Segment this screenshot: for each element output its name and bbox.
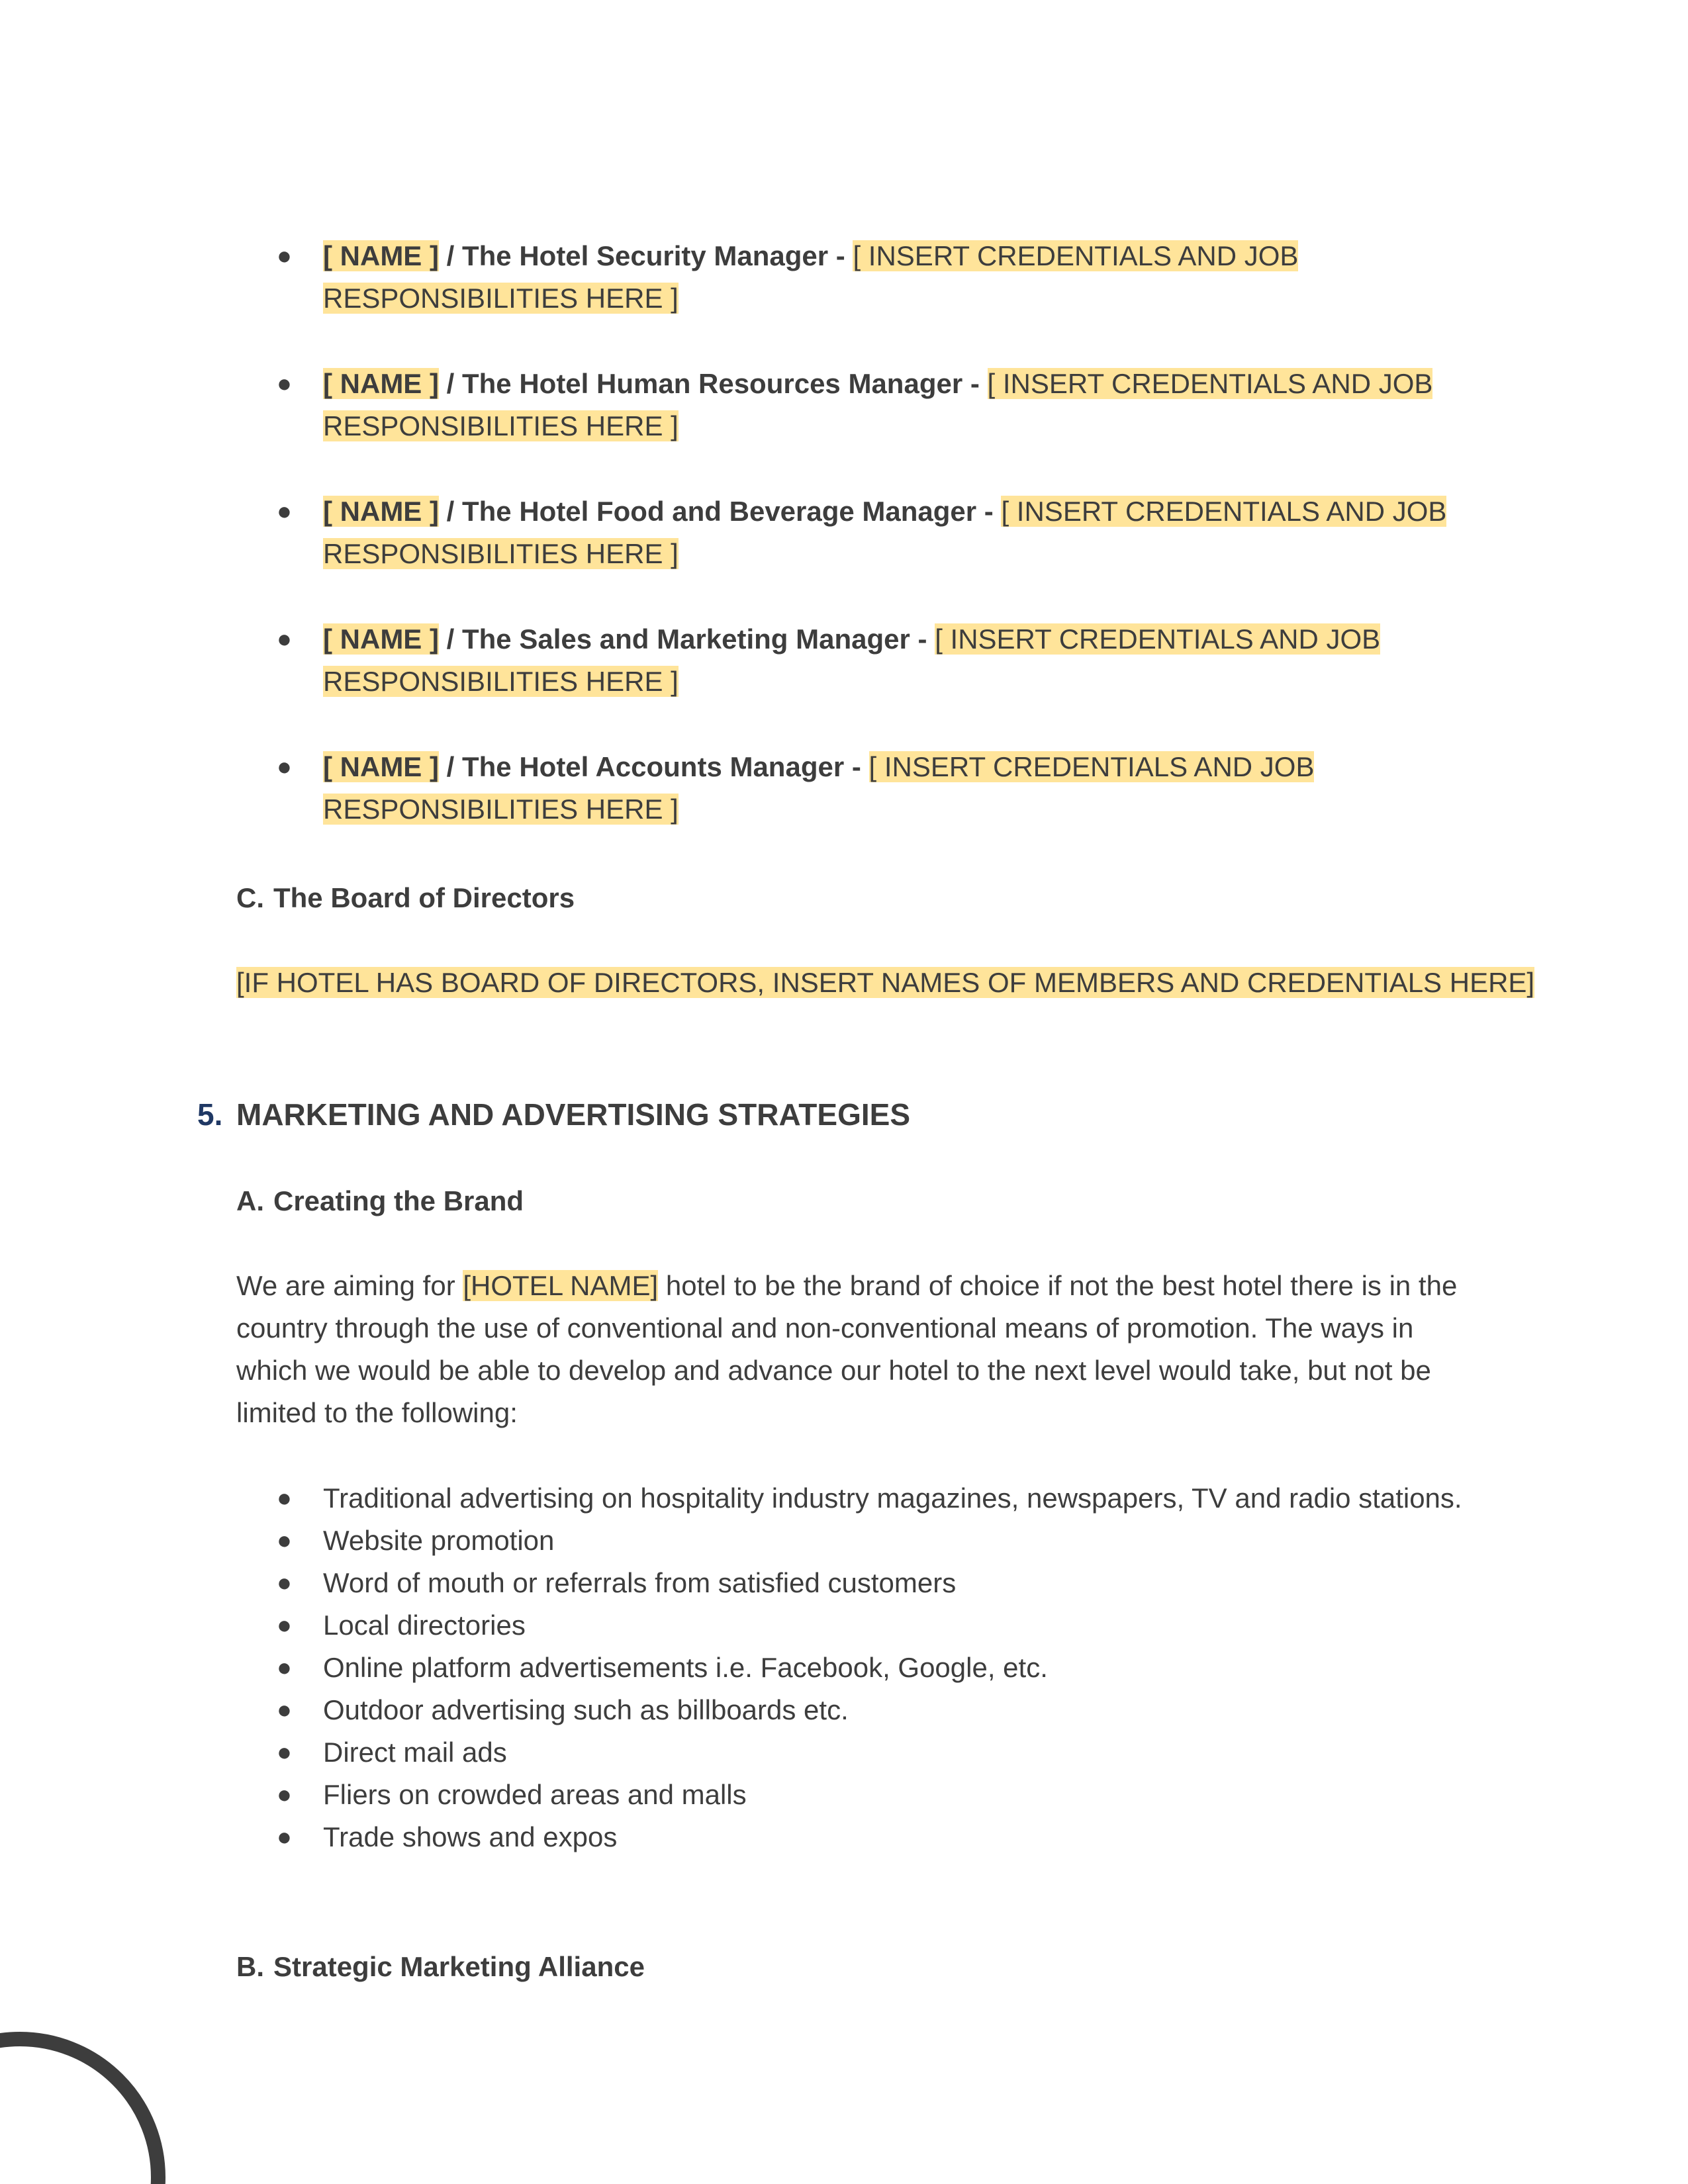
brand-paragraph-start: We are aiming for (236, 1270, 463, 1301)
list-item (271, 1477, 1462, 1520)
role-label: / The Hotel Human Resources Manager - (438, 368, 988, 399)
role-label: / The Hotel Food and Beverage Manager - (438, 496, 1002, 527)
list-item-text: Trade shows and expos (323, 1821, 618, 1852)
board-heading (236, 878, 575, 918)
brand-heading (236, 1181, 524, 1221)
brand-paragraph-end: hotel to be the brand of choice if not the best hotel there is in the country through the use of conventional and non-conventional means of promotion. The ways in which we would be able to develop and advance our hotel to the next level would take, but not be limited to the following: (236, 1270, 1458, 1428)
alliance-heading (236, 1947, 645, 1987)
bullet-icon: ● (277, 1612, 292, 1639)
credentials-placeholder: [ INSERT CREDENTIALS AND JOB RESPONSIBILITIES HERE ] (323, 751, 1315, 825)
alliance-heading-title: Strategic Marketing Alliance (273, 1951, 645, 1982)
bullet-icon: ● (277, 370, 292, 398)
credentials-placeholder: [ INSERT CREDENTIALS AND JOB RESPONSIBILITIES HERE ] (323, 496, 1447, 569)
list-item (271, 1689, 1462, 1731)
list-item (271, 1604, 1462, 1647)
role-label: / The Hotel Security Manager - (438, 240, 853, 271)
bullet-icon: ● (277, 1696, 292, 1724)
list-item (271, 1816, 1462, 1858)
brand-heading-title: Creating the Brand (273, 1185, 524, 1216)
section-title: MARKETING AND ADVERTISING STRATEGIES (236, 1097, 910, 1132)
bullet-icon: ● (277, 753, 292, 781)
list-item (271, 1774, 1462, 1816)
list-item (271, 1562, 1462, 1604)
board-placeholder: [IF HOTEL HAS BOARD OF DIRECTORS, INSERT NAMES OF MEMBERS AND CREDENTIALS HERE] (236, 967, 1535, 998)
staff-item-accounts (271, 746, 1503, 831)
board-note (236, 963, 1534, 1003)
bullet-icon: ● (277, 1569, 292, 1597)
board-heading-title: The Board of Directors (273, 882, 575, 913)
list-item-text: Word of mouth or referrals from satisfied customers (323, 1567, 957, 1598)
credentials-placeholder: [ INSERT CREDENTIALS AND JOB RESPONSIBILITIES HERE ] (323, 368, 1433, 441)
list-item-text: Website promotion (323, 1525, 555, 1556)
list-item-text: Online platform advertisements i.e. Facebook, Google, etc. (323, 1652, 1048, 1683)
brand-heading-letter: A. (236, 1185, 264, 1216)
bullet-icon: ● (277, 1484, 292, 1512)
list-item-text: Outdoor advertising such as billboards etc. (323, 1694, 849, 1725)
hotel-name-placeholder: [HOTEL NAME] (463, 1270, 659, 1301)
strategy-list (271, 1477, 1462, 1858)
list-item-text: Direct mail ads (323, 1737, 507, 1768)
bullet-icon: ● (277, 625, 292, 653)
staff-list (271, 235, 1503, 874)
bullet-icon: ● (277, 1823, 292, 1851)
credentials-placeholder: [ INSERT CREDENTIALS AND JOB RESPONSIBILITIES HERE ] (323, 623, 1381, 697)
bullet-icon: ● (277, 1781, 292, 1809)
name-placeholder: [ NAME ] (323, 496, 439, 527)
section-number: 5. (197, 1097, 223, 1132)
role-label: / The Hotel Accounts Manager - (438, 751, 869, 782)
staff-item-security (271, 235, 1503, 320)
list-item-text: Fliers on crowded areas and malls (323, 1779, 747, 1810)
credentials-placeholder: [ INSERT CREDENTIALS AND JOB RESPONSIBILITIES HERE ] (323, 240, 1299, 314)
bullet-icon: ● (277, 1527, 292, 1555)
name-placeholder: [ NAME ] (323, 368, 439, 399)
list-item (271, 1731, 1462, 1774)
name-placeholder: [ NAME ] (323, 240, 439, 271)
bullet-icon: ● (277, 498, 292, 525)
decorative-circle-icon (0, 2032, 165, 2184)
name-placeholder: [ NAME ] (323, 623, 439, 655)
brand-paragraph (236, 1265, 1474, 1434)
list-item (271, 1647, 1462, 1689)
bullet-icon: ● (277, 1654, 292, 1682)
staff-item-sales-marketing (271, 618, 1503, 703)
bullet-icon: ● (277, 242, 292, 270)
section-heading-marketing (197, 1093, 910, 1136)
alliance-heading-letter: B. (236, 1951, 264, 1982)
name-placeholder: [ NAME ] (323, 751, 439, 782)
list-item-text: Traditional advertising on hospitality industry magazines, newspapers, TV and radio stations. (323, 1482, 1462, 1514)
role-label: / The Sales and Marketing Manager - (438, 623, 935, 655)
list-item (271, 1520, 1462, 1562)
staff-item-food-beverage (271, 490, 1503, 575)
list-item-text: Local directories (323, 1610, 526, 1641)
board-heading-letter: C. (236, 882, 264, 913)
bullet-icon: ● (277, 1739, 292, 1766)
staff-item-human-resources (271, 363, 1503, 447)
